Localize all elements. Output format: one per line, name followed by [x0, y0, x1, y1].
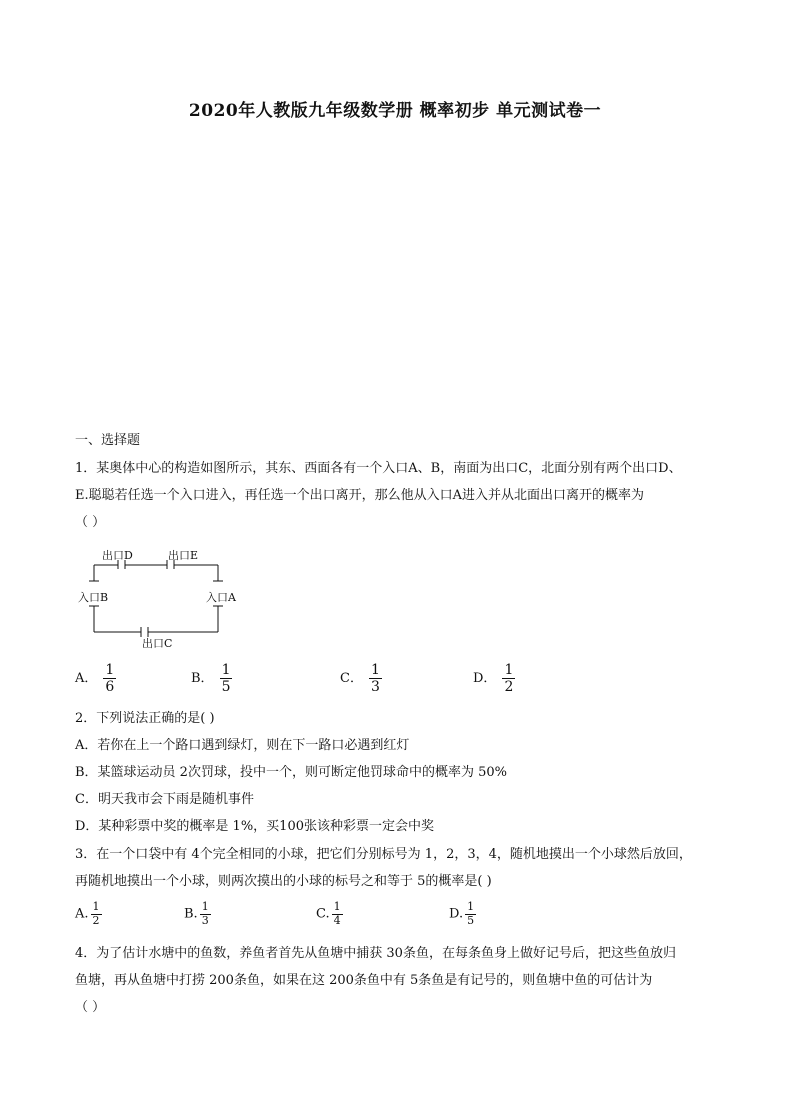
question-2-option-d: D．某种彩票中奖的概率是 1%，买100张该种彩票一定会中奖 — [75, 819, 434, 834]
denominator: 5 — [467, 913, 475, 927]
denominator: 5 — [221, 679, 231, 696]
option-label: A． — [75, 671, 98, 687]
q3-option-b — [184, 901, 211, 927]
question-3-line-2: 再随机地摸出一个小球，则两次摸出的小球的标号之和等于 5的概率是( ) — [75, 874, 492, 889]
fraction — [220, 662, 233, 695]
denominator: 3 — [370, 679, 380, 696]
question-2-stem: 2．下列说法正确的是( ) — [75, 711, 215, 726]
stadium-diagram — [75, 545, 255, 655]
fraction — [369, 662, 382, 695]
option-label: B. — [184, 906, 198, 922]
numerator: 1 — [333, 900, 341, 913]
q3-option-d — [449, 901, 476, 927]
question-4-line-3: （ ） — [75, 1000, 106, 1015]
numerator: 1 — [201, 900, 209, 913]
q3-option-c — [316, 901, 343, 927]
question-3-line-1: 3．在一个口袋中有 4个完全相同的小球，把它们分别标号为 1，2，3，4，随机地摸出一个小球然后放回， — [75, 847, 692, 862]
label-exit-d: 出口D — [102, 549, 133, 562]
option-label: A. — [75, 906, 89, 922]
numerator: 1 — [105, 662, 115, 678]
denominator: 2 — [504, 679, 514, 696]
question-1-line-3: （ ） — [75, 515, 106, 530]
denominator: 4 — [333, 913, 341, 927]
option-label: D. — [449, 906, 464, 922]
question-1-line-2: E.聪聪若任选一个入口进入，再任选一个出口离开，那么他从入口A进入并从北面出口离开的概率为 — [75, 488, 645, 503]
label-exit-c: 出口C — [142, 637, 173, 650]
denominator: 3 — [201, 913, 209, 927]
fraction — [332, 901, 343, 927]
fraction — [91, 901, 102, 927]
label-entry-b: 入口B — [78, 591, 109, 604]
option-label: D． — [473, 671, 497, 687]
numerator: 1 — [221, 662, 231, 678]
numerator: 1 — [92, 900, 100, 913]
question-2-option-a: A．若你在上一个路口遇到绿灯，则在下一路口必遇到红灯 — [75, 738, 410, 753]
q1-option-c — [340, 662, 382, 695]
numerator: 1 — [370, 662, 380, 678]
denominator: 2 — [92, 913, 100, 927]
q1-option-b — [191, 662, 232, 695]
fraction — [200, 901, 211, 927]
option-label: C． — [340, 671, 363, 687]
page-title: 2020年人教版九年级数学册 概率初步 单元测试卷一 — [188, 101, 602, 121]
question-1-line-1: 1．某奥体中心的构造如图所示，其东、西面各有一个入口A、B，南面为出口C，北面分别有两个出口D、 — [75, 461, 682, 476]
fraction — [465, 901, 476, 927]
numerator: 1 — [504, 662, 514, 678]
option-label: C. — [316, 906, 330, 922]
question-4-line-1: 4．为了估计水塘中的鱼数，养鱼者首先从鱼塘中捕获 30条鱼，在每条鱼身上做好记号后，把这些鱼放归 — [75, 946, 676, 961]
question-4-line-2: 鱼塘，再从鱼塘中打捞 200条鱼，如果在这 200条鱼中有 5条鱼是有记号的，则鱼塘中鱼的可估计为 — [75, 973, 653, 988]
fraction — [103, 662, 116, 695]
option-label: B． — [191, 671, 214, 687]
q1-option-d — [473, 662, 515, 695]
question-2-option-c: C．明天我市会下雨是随机事件 — [75, 792, 254, 807]
label-exit-e: 出口E — [168, 549, 199, 562]
q1-option-a — [75, 662, 116, 695]
question-2-option-b: B．某篮球运动员 2次罚球，投中一个，则可断定他罚球命中的概率为 50% — [75, 765, 507, 780]
numerator: 1 — [467, 900, 475, 913]
fraction — [502, 662, 515, 695]
denominator: 6 — [105, 679, 115, 696]
section-heading: 一、选择题 — [75, 433, 141, 448]
q3-option-a — [75, 901, 102, 927]
label-entry-a: 入口A — [206, 591, 236, 604]
